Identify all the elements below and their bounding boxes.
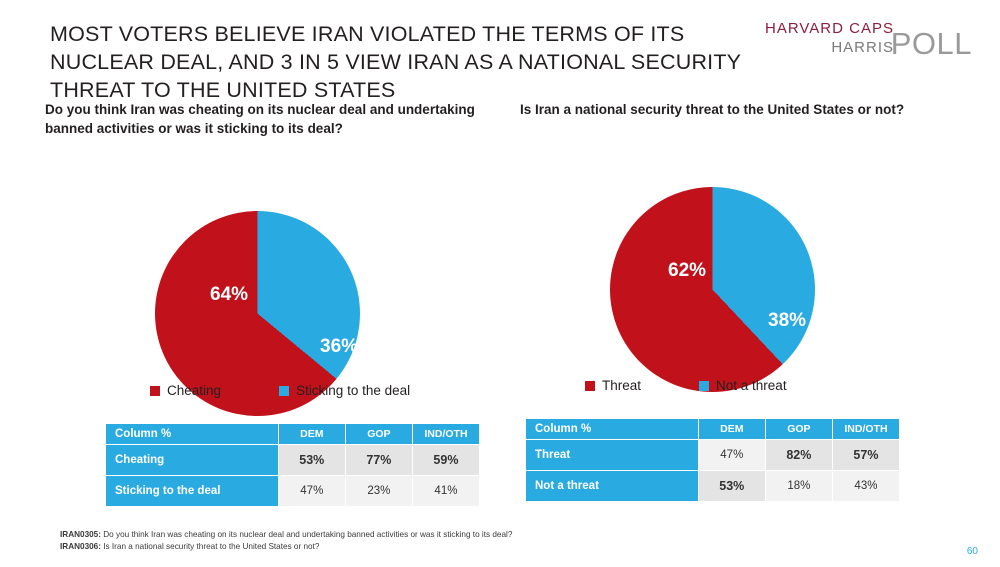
table-row <box>106 476 480 507</box>
legend-swatch-red-icon <box>585 381 595 391</box>
table-header-row <box>526 419 900 440</box>
row-label-sticking: Sticking to the deal <box>106 476 279 507</box>
panel-cheating <box>45 100 515 497</box>
footnote-1 <box>60 529 512 541</box>
cell-not-threat-gop: 18% <box>765 471 832 502</box>
table-row <box>526 471 900 502</box>
legend-item-sticking <box>279 383 410 398</box>
page-title: MOST VOTERS BELIEVE IRAN VIOLATED THE TERMS OF ITS NUCLEAR DEAL, AND 3 IN 5 VIEW IRAN AS A NATIONAL SECURITY THREAT TO THE UNITED STATES <box>50 22 741 102</box>
legend-label-threat: Threat <box>602 378 642 393</box>
footnote-2-text: Is Iran a national security threat to the United States or not? <box>100 542 320 551</box>
logo-harris: HARRIS <box>831 39 894 56</box>
pie-label-threat: 62% <box>668 260 707 281</box>
cell-cheating-gop: 77% <box>345 445 412 476</box>
cell-threat-gop: 82% <box>765 440 832 471</box>
row-label-threat: Threat <box>526 440 699 471</box>
table-row <box>106 445 480 476</box>
cell-threat-dem: 47% <box>698 440 765 471</box>
question-cheating: Do you think Iran was cheating on its nuclear deal and undertaking banned activities or was it sticking to its deal? <box>45 102 475 136</box>
crosstab-table-threat <box>525 418 900 502</box>
footnote-1-text: Do you think Iran was cheating on its nuclear deal and undertaking banned activities or was it sticking to its deal? <box>100 530 513 539</box>
footnotes <box>60 529 512 553</box>
cell-cheating-indoth: 59% <box>412 445 479 476</box>
col-header-column-pct: Column % <box>526 419 699 440</box>
legend-item-cheating <box>150 383 221 398</box>
col-header-indoth: IND/OTH <box>412 424 479 445</box>
crosstab-table-cheating <box>105 423 480 507</box>
col-header-column-pct: Column % <box>106 424 279 445</box>
legend-item-threat <box>585 378 641 393</box>
legend-label-not-threat: Not a threat <box>716 378 787 393</box>
pie-label-sticking: 36% <box>320 336 359 357</box>
col-header-gop: GOP <box>765 419 832 440</box>
legend-label-cheating: Cheating <box>167 383 222 398</box>
legend-label-sticking: Sticking to the deal <box>296 383 411 398</box>
footnote-2 <box>60 541 512 553</box>
legend-swatch-blue-icon <box>279 386 289 396</box>
pie-label-cheating: 64% <box>210 284 249 305</box>
legend-swatch-blue-icon <box>699 381 709 391</box>
panel-threat <box>520 100 990 493</box>
row-label-cheating: Cheating <box>106 445 279 476</box>
logo-harvard-caps: HARVARD CAPS <box>765 20 894 37</box>
row-label-not-threat: Not a threat <box>526 471 699 502</box>
cell-sticking-dem: 47% <box>278 476 345 507</box>
legend-cheating <box>150 383 410 398</box>
cell-not-threat-indoth: 43% <box>832 471 899 502</box>
brand-logo <box>765 20 972 61</box>
footnote-2-id: IRAN0306: <box>60 542 101 551</box>
question-threat: Is Iran a national security threat to the United States or not? <box>520 102 905 117</box>
pie-slices-threat <box>610 187 815 392</box>
cell-sticking-gop: 23% <box>345 476 412 507</box>
col-header-dem: DEM <box>698 419 765 440</box>
col-header-gop: GOP <box>345 424 412 445</box>
pie-chart-threat <box>520 137 990 352</box>
footnote-1-id: IRAN0305: <box>60 530 101 539</box>
table-header-row <box>106 424 480 445</box>
logo-poll: POLL <box>890 26 972 61</box>
cell-sticking-indoth: 41% <box>412 476 479 507</box>
legend-swatch-red-icon <box>150 386 160 396</box>
cell-cheating-dem: 53% <box>278 445 345 476</box>
legend-threat <box>585 378 787 393</box>
col-header-indoth: IND/OTH <box>832 419 899 440</box>
pie-label-not-threat: 38% <box>768 310 807 331</box>
cell-threat-indoth: 57% <box>832 440 899 471</box>
page-number: 60 <box>966 546 978 557</box>
legend-item-not-threat <box>699 378 787 393</box>
col-header-dem: DEM <box>278 424 345 445</box>
pie-chart-cheating <box>45 156 515 371</box>
cell-not-threat-dem: 53% <box>698 471 765 502</box>
table-row <box>526 440 900 471</box>
